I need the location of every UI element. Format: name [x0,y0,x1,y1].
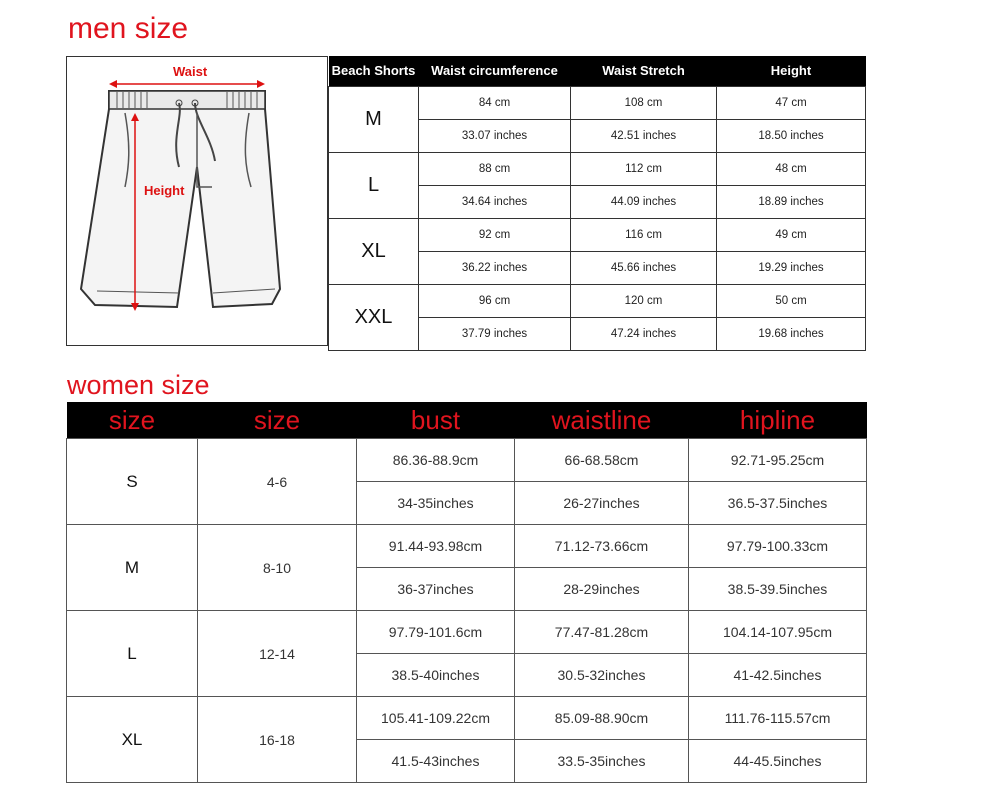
table-row [67,697,867,740]
value-cell: 112 cm [571,153,717,186]
table-row [329,219,866,252]
value-cell: 18.50 inches [717,120,866,153]
women-size-title: women size [67,370,210,400]
value-cell: 50 cm [717,285,866,318]
value-cell: 41.5-43inches [357,740,515,783]
size-number-cell: 4-6 [198,439,357,525]
value-cell: 19.29 inches [717,252,866,285]
value-cell: 36.22 inches [419,252,571,285]
value-cell: 48 cm [717,153,866,186]
value-cell: 97.79-101.6cm [357,611,515,654]
header-size: size [67,402,198,439]
value-cell: 108 cm [571,87,717,120]
table-row [329,153,866,186]
header-height: Height [717,56,866,87]
waist-label: Waist [173,64,208,79]
table-row [329,87,866,120]
header-waistline: waistline [515,402,689,439]
value-cell: 28-29inches [515,568,689,611]
value-cell: 92 cm [419,219,571,252]
value-cell: 96 cm [419,285,571,318]
value-cell: 41-42.5inches [689,654,867,697]
value-cell: 38.5-39.5inches [689,568,867,611]
value-cell: 34-35inches [357,482,515,525]
value-cell: 36.5-37.5inches [689,482,867,525]
value-cell: 85.09-88.90cm [515,697,689,740]
height-label: Height [144,183,185,198]
value-cell: 88 cm [419,153,571,186]
value-cell: 111.76-115.57cm [689,697,867,740]
header-hipline: hipline [689,402,867,439]
table-row [67,439,867,482]
value-cell: 44.09 inches [571,186,717,219]
women-size-table [66,402,867,783]
size-number-cell: 12-14 [198,611,357,697]
value-cell: 92.71-95.25cm [689,439,867,482]
value-cell: 42.51 inches [571,120,717,153]
value-cell: 77.47-81.28cm [515,611,689,654]
size-cell: S [67,439,198,525]
size-cell: L [67,611,198,697]
value-cell: 104.14-107.95cm [689,611,867,654]
value-cell: 44-45.5inches [689,740,867,783]
header-beach-shorts: Beach Shorts [329,56,419,87]
value-cell: 45.66 inches [571,252,717,285]
shorts-icon [67,57,329,347]
men-size-table [328,56,866,351]
table-row [67,611,867,654]
table-row [67,525,867,568]
header-size-number: size [198,402,357,439]
size-cell: XL [67,697,198,783]
value-cell: 34.64 inches [419,186,571,219]
value-cell: 33.5-35inches [515,740,689,783]
size-cell: XXL [329,285,419,351]
header-waist-stretch: Waist Stretch [571,56,717,87]
header-bust: bust [357,402,515,439]
value-cell: 97.79-100.33cm [689,525,867,568]
value-cell: 91.44-93.98cm [357,525,515,568]
header-waist-circumference: Waist circumference [419,56,571,87]
value-cell: 71.12-73.66cm [515,525,689,568]
value-cell: 38.5-40inches [357,654,515,697]
men-size-title: men size [68,12,189,45]
value-cell: 18.89 inches [717,186,866,219]
value-cell: 19.68 inches [717,318,866,351]
value-cell: 47.24 inches [571,318,717,351]
value-cell: 86.36-88.9cm [357,439,515,482]
value-cell: 49 cm [717,219,866,252]
value-cell: 30.5-32inches [515,654,689,697]
value-cell: 66-68.58cm [515,439,689,482]
size-cell: XL [329,219,419,285]
shorts-diagram [66,56,328,346]
value-cell: 47 cm [717,87,866,120]
value-cell: 33.07 inches [419,120,571,153]
table-row [329,285,866,318]
value-cell: 26-27inches [515,482,689,525]
value-cell: 116 cm [571,219,717,252]
size-number-cell: 16-18 [198,697,357,783]
value-cell: 105.41-109.22cm [357,697,515,740]
value-cell: 36-37inches [357,568,515,611]
size-number-cell: 8-10 [198,525,357,611]
value-cell: 120 cm [571,285,717,318]
size-cell: M [67,525,198,611]
size-cell: M [329,87,419,153]
value-cell: 37.79 inches [419,318,571,351]
size-cell: L [329,153,419,219]
value-cell: 84 cm [419,87,571,120]
